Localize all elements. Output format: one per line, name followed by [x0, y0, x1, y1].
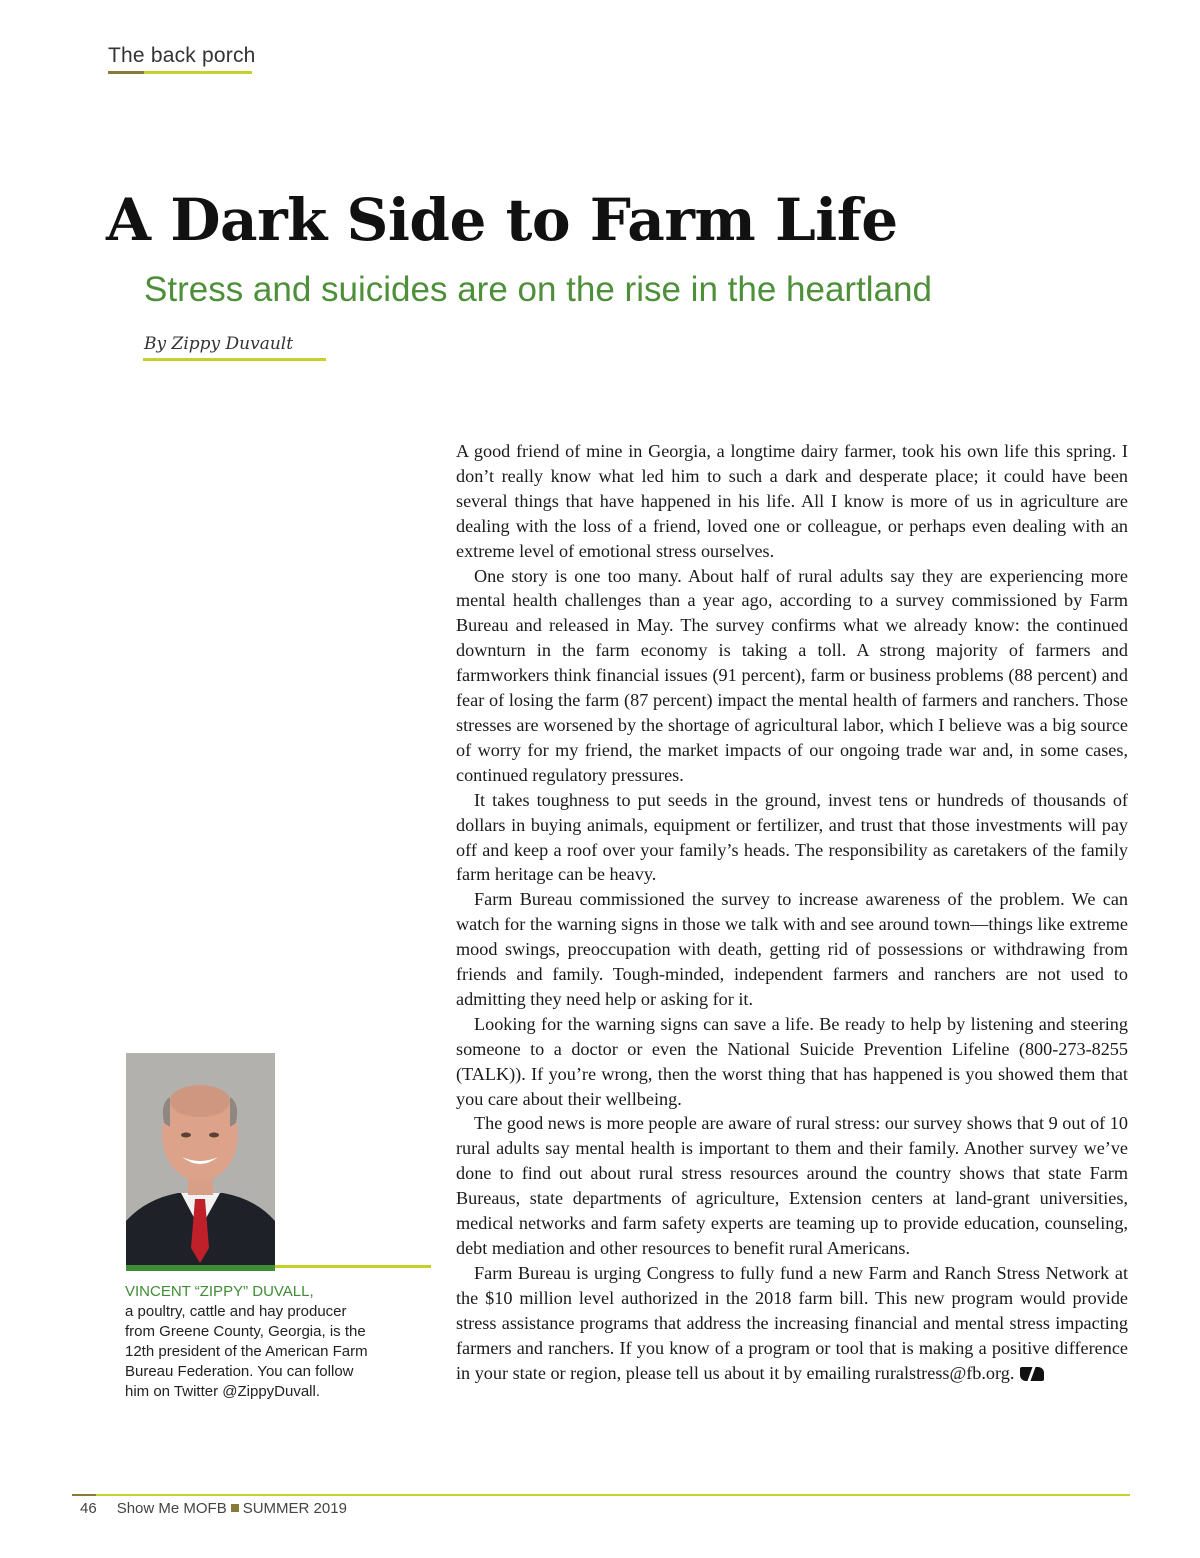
article-paragraph: A good friend of mine in Georgia, a longtime dairy farmer, took his own life this spring. I don’t really know what led him to such a dark and desperate place; it could have been several things that have happened in his life. All I know is more of us in agriculture are dealing with the loss of a friend, loved one or colleague, or perhaps even dealing with an extreme level of emotional stress ourselves.: [456, 441, 1128, 561]
section-label: The back porch: [108, 44, 256, 67]
article-paragraph: The good news is more people are aware of rural stress: our survey shows that 9 out of 10 rural adults say mental health is important to them and their family. Another survey we’ve done to find out about rural stress resources around the country shows that state Farm Bureaus, state departments of agriculture, Extension centers at land-grant universities, medical networks and farm safety experts are teaming up to provide education, counseling, debt mediation and other resources to benefit rural Americans.: [456, 1113, 1128, 1258]
section-label-underline-accent: [108, 71, 144, 74]
article-title: A Dark Side to Farm Life: [106, 186, 898, 254]
page-number: 46: [80, 1500, 97, 1517]
article-paragraph-text: Farm Bureau is urging Congress to fully fund a new Farm and Ranch Stress Network at the $10 million level authorized in the 2018 farm bill. This new program would provide stress assistance programs that address the increasing financial and mental stress impacting farmers and ranchers. If you know of a program or tool that is making a positive difference in your state or region, please tell us about it by emailing ruralstress@fb.org.: [456, 1262, 1128, 1383]
article-paragraph: It takes toughness to put seeds in the ground, invest tens or hundreds of thousands of dollars in buying animals, equipment or fertilizer, and trust that those investments will pay off and keep a roof over your family’s heads. The responsibility as caretakers of the family farm heritage can be heavy.: [456, 789, 1128, 885]
article-paragraph: Farm Bureau commissioned the survey to increase awareness of the problem. We can watch for the warning signs in those we talk with and see around town—things like extreme mood swings, preoccupation with death, getting rid of possessions or withdrawing from friends and family. Tough-minded, independent farmers and ranchers are not used to admitting they need help or asking for it.: [456, 889, 1128, 1009]
footer-rule: [72, 1494, 1130, 1496]
author-photo: [126, 1053, 275, 1265]
issue-date: SUMMER 2019: [242, 1500, 347, 1517]
article-body: [456, 439, 1128, 1385]
farm-bureau-logo-icon: [1020, 1367, 1044, 1381]
byline: By Zippy Duvault: [144, 334, 294, 354]
footer-rule-accent: [72, 1494, 96, 1496]
article-paragraph: One story is one too many. About half of rural adults say they are experiencing more mental health challenges than a year ago, according to a survey commissioned by Farm Bureau and released in May. The survey confirms what we already know: the continued downturn in the farm economy is taking a toll. A strong majority of farmers and farmworkers think financial issues (91 percent), farm or business problems (88 percent) and fear of losing the farm (87 percent) impact the mental health of farmers and ranchers. Those stresses are worsened by the shortage of agricultural labor, which I believe was a big source of worry for my friend, the market impacts of our ongoing trade war and, in some cases, continued regulatory pressures.: [456, 565, 1128, 785]
article-paragraph-last: [456, 1261, 1128, 1386]
page-footer: [80, 1500, 347, 1517]
photo-accent-rule: [275, 1265, 431, 1268]
article-subtitle: Stress and suicides are on the rise in the heartland: [144, 270, 932, 309]
author-name: VINCENT “ZIPPY” DUVALL,: [125, 1283, 314, 1300]
author-portrait-illustration: [126, 1053, 275, 1265]
author-bio: [125, 1282, 375, 1402]
publication-name: Show Me MOFB: [116, 1500, 227, 1517]
photo-accent-bar: [126, 1265, 275, 1271]
author-bio-text: a poultry, cattle and hay producer from Greene County, Georgia, is the 12th president of the American Farm Bureau Federation. You can follow him on Twitter @ZippyDuvall.: [125, 1303, 368, 1400]
byline-underline: [143, 358, 326, 361]
article-paragraph: Looking for the warning signs can save a life. Be ready to help by listening and steering someone to a doctor or even the National Suicide Prevention Lifeline (800-273-8255 (TALK)). If you’re wrong, then the worst thing that has happened is you showed them that you care about their wellbeing.: [456, 1013, 1128, 1109]
separator-square-icon: [231, 1504, 239, 1512]
